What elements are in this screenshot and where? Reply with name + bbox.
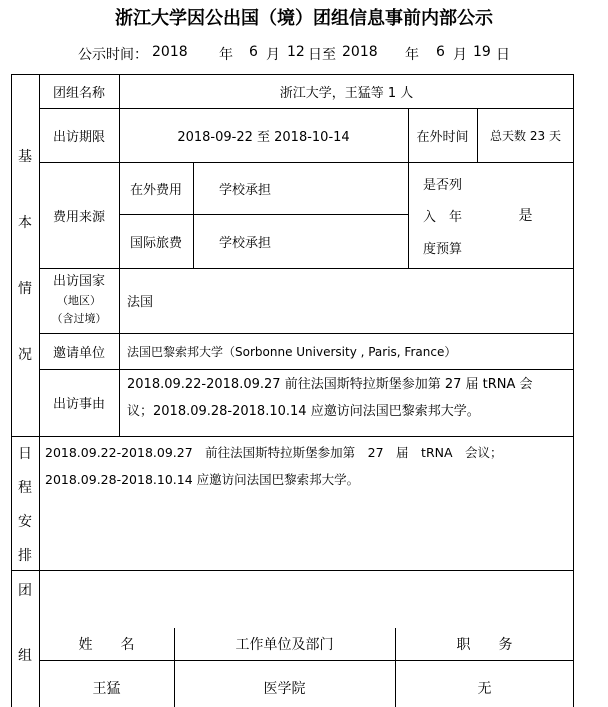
team-member-unit: 医学院 [263, 681, 306, 697]
schedule-line-1: 2018.09.22-2018.09.27 前往法国斯特拉斯堡参加第 27 届 tRNA 会议； [45, 445, 503, 460]
period-label: 出访期限 [52, 129, 105, 145]
team-header-unit: 工作单位及部门 [235, 637, 334, 653]
reason-value [127, 371, 572, 425]
publish-end-year-unit: 年 [405, 47, 419, 63]
country-label-line3: （含过境） [51, 312, 107, 325]
abroad-cost-label: 在外费用 [129, 182, 182, 198]
country-value: 法国 [127, 295, 154, 310]
section-schedule-char-3: 安 [18, 514, 32, 530]
group-name-label: 团组名称 [52, 85, 105, 101]
budget-question-line1: 是否列 [422, 178, 462, 193]
budget-answer: 是 [518, 208, 533, 224]
publish-end-day-unit: 日 [496, 47, 510, 63]
budget-question-line2: 入 年 [422, 210, 462, 225]
reason-line-1: 2018.09.22-2018.09.27 前往法国斯特拉斯堡参加第 27 届 tRNA 会 [127, 377, 533, 392]
section-schedule-char-1: 日 [18, 446, 32, 462]
section-team-char-1: 团 [18, 583, 32, 599]
country-label-line2: （地区） [57, 294, 101, 307]
team-member-position: 无 [477, 681, 492, 697]
period-value: 2018-09-22 至 2018-10-14 [177, 129, 350, 145]
travel-cost-label: 国际旅费 [129, 235, 182, 251]
publish-connector: 日至 [308, 47, 336, 63]
travel-cost-value: 学校承担 [219, 235, 272, 251]
team-member-name: 王猛 [92, 681, 121, 697]
publish-end-month: 6 [436, 44, 445, 60]
page-title: 浙江大学因公出国（境）团组信息事前内部公示 [115, 8, 493, 29]
section-basic-char-1: 基 [18, 149, 32, 165]
section-basic-char-3: 情 [18, 281, 32, 297]
total-days-value: 总天数 23 天 [490, 128, 561, 143]
publish-start-month: 6 [249, 44, 258, 60]
inviter-value: 法国巴黎索邦大学（Sorbonne University , Paris, France） [127, 344, 457, 359]
group-name-value: 浙江大学，王猛等 1 人 [279, 85, 414, 101]
inviter-label: 邀请单位 [52, 345, 105, 361]
budget-question [408, 170, 477, 266]
publish-start-month-unit: 月 [266, 47, 280, 63]
publish-start-day: 12 [287, 44, 305, 60]
country-label-line1: 出访国家 [52, 274, 105, 289]
publish-start-year-unit: 年 [219, 47, 233, 63]
section-basic-char-4: 况 [18, 347, 32, 363]
schedule-line-2: 2018.09.28-2018.10.14 应邀访问法国巴黎索邦大学。 [45, 472, 360, 487]
funding-label: 费用来源 [52, 209, 105, 225]
section-team-char-2: 组 [18, 648, 32, 664]
table-border-left [11, 74, 12, 707]
publish-end-month-unit: 月 [453, 47, 467, 63]
section-schedule-char-2: 程 [18, 480, 32, 496]
publish-end-year: 2018 [342, 44, 378, 60]
team-header-position: 职 务 [456, 637, 513, 653]
section-schedule-char-4: 排 [18, 548, 32, 564]
section-basic-char-2: 本 [18, 215, 32, 231]
publish-end-day: 19 [473, 44, 491, 60]
abroad-cost-value: 学校承担 [219, 182, 272, 198]
publish-start-year: 2018 [152, 44, 188, 60]
reason-label: 出访事由 [52, 397, 105, 412]
country-label [39, 272, 119, 328]
reason-line-2: 议；2018.09.28-2018.10.14 应邀访问法国巴黎索邦大学。 [127, 404, 480, 419]
team-header-name: 姓 名 [78, 637, 135, 653]
schedule-content [45, 439, 572, 493]
budget-question-line3: 度预算 [422, 242, 462, 257]
publish-label: 公示时间： [78, 47, 148, 63]
time-abroad-label: 在外时间 [416, 129, 469, 145]
